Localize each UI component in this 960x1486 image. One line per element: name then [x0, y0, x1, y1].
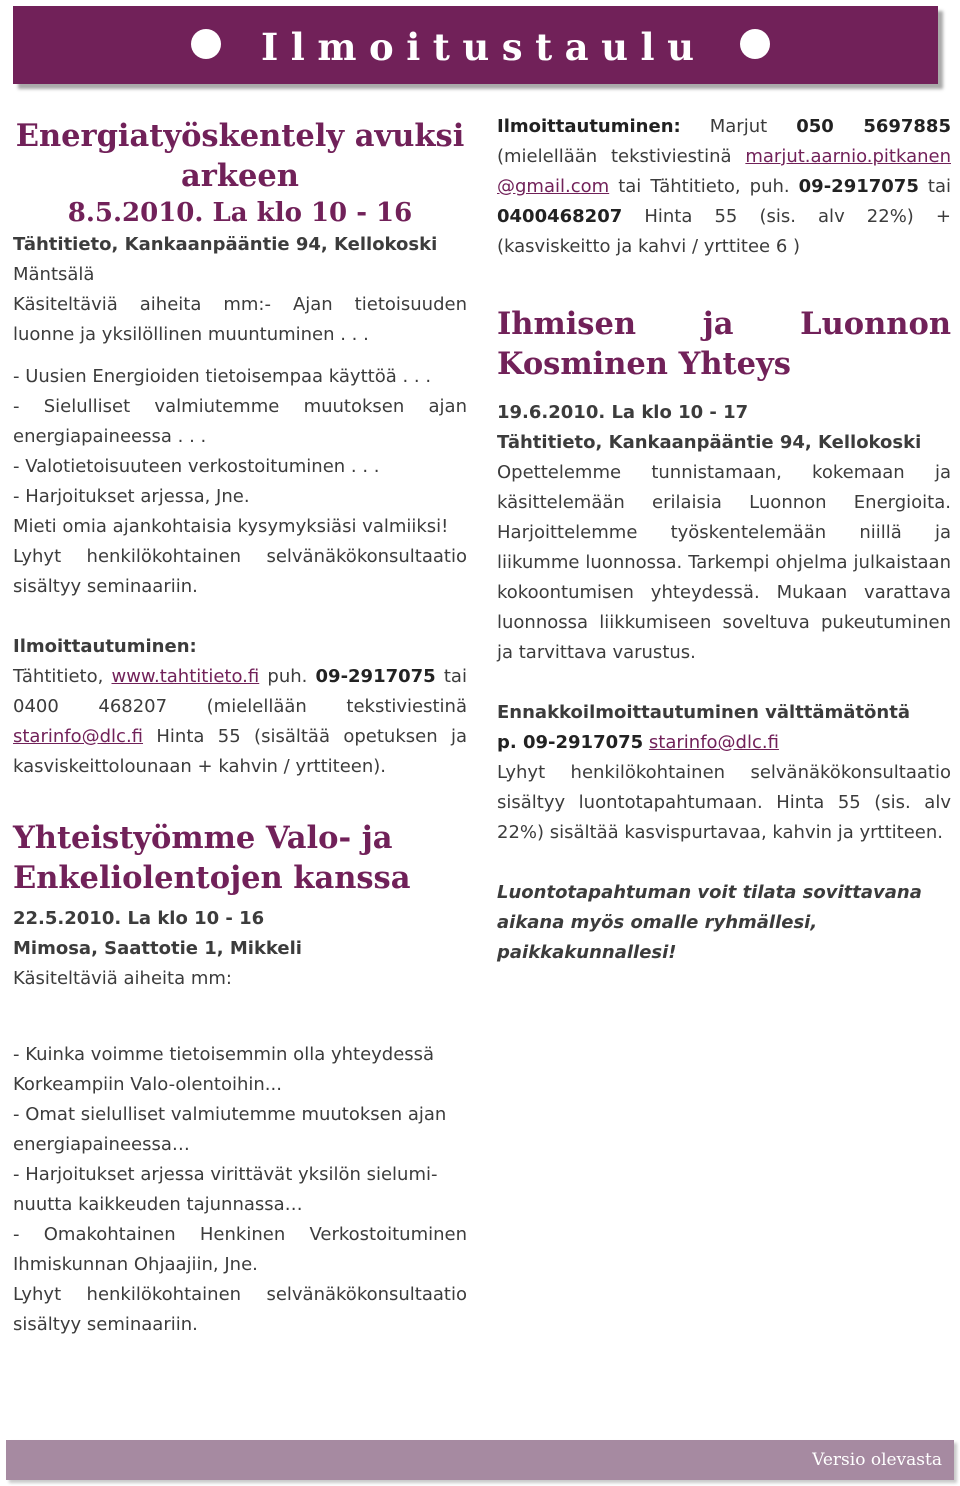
phone-number: p. 09-2917075 [497, 732, 644, 753]
phone-number: 09-2917075 [315, 666, 436, 687]
event-venue: Tähtitieto, Kankaanpääntie 94, Kellokoski [497, 432, 922, 453]
event-heading: Yhteistyömme Valo- ja Enkeliolentojen kanssa [13, 820, 411, 896]
event-description: Opettelemme tunnistamaan, kokemaan ja käsittelemään erilaisia Luonnon Energioita. Harjoittelemme työskentelemään niillä ja liikumme luonnossa. Tarkempi ohjelma julkaistaan kokoontumisen yhteydessä. Mukaan varattava luonnossa liikkumiseen soveltuva pukeutuminen ja tarvittava varustus. [497, 462, 951, 663]
left-column [13, 116, 467, 994]
consultation-note: Lyhyt henkilökohtainen selvänäkökonsultaatio sisältyy seminaariin. [13, 546, 467, 597]
phone-number: 050 5697885 [796, 116, 951, 137]
header-banner [13, 6, 938, 84]
group-booking-note: Luontotapahtuman voit tilata sovittavana aikana myös omalle ryhmällesi, paikkakunnallesi! [497, 882, 922, 963]
mobile-number: 0400468207 [497, 206, 623, 227]
page-title: Ilmoitustaulu [261, 25, 707, 69]
event-intro: Käsiteltäviä aiheita mm:- Ajan tietoisuuden luonne ja yksilöllinen muuntuminen . . . [13, 294, 467, 345]
topic-item: - Omat sielulliset valmiutemme muutoksen ajan energiapaineessa… [13, 1104, 447, 1155]
registration-info: Ilmoittautuminen: Marjut 050 5697885 (mielellään tekstiviestinä marjut.aarnio.pitkanen@gmail.com tai Tähtitieto, puh. 09-2917075 tai 0400468207 Hinta 55 (sis. alv 22%) + (kasviskeitto ja kahvi / yrttitee 6 ) [497, 116, 951, 257]
consultation-note: Lyhyt henkilökohtainen selvänäkökonsultaatio sisältyy seminaariin. [13, 1284, 467, 1335]
event-venue: Tähtitieto, Kankaanpääntie 94, Kellokoski [13, 234, 438, 255]
email-link[interactable]: marjut.aarnio.pitkanen@gmail.com [497, 146, 951, 197]
topic-item: - Sielulliset valmiutemme muutoksen ajan energiapaineessa . . . [13, 396, 467, 447]
phone-number: 09-2917075 [798, 176, 919, 197]
event-city: Mäntsälä [13, 264, 95, 285]
event-date: 22.5.2010. La klo 10 - 16 [13, 908, 265, 929]
preregistration-contact [497, 728, 951, 758]
topic-item: - Omakohtainen Henkinen Verkostoituminen Ihmiskunnan Ohjaajiin, Jne. [13, 1224, 467, 1275]
event-intro: Käsiteltäviä aiheita mm: [13, 968, 232, 989]
event-venue: Mimosa, Saattotie 1, Mikkeli [13, 938, 302, 959]
topic-item: - Harjoitukset arjessa virittävät yksilön sieluminuutta kaikkeuden tajunnassa… [13, 1164, 438, 1215]
consultation-note: Lyhyt henkilökohtainen selvänäkökonsultaatio sisältyy luontotapahtumaan. Hinta 55 (sis. alv 22%) sisältää kasvispurtavaa, kahvin ja yrttiteen. [497, 762, 951, 843]
footer-bar [6, 1440, 954, 1480]
question-note: Mieti omia ajankohtaisia kysymyksiäsi valmiiksi! [13, 516, 449, 537]
right-column [497, 112, 951, 968]
registration-label: Ilmoittautuminen: [497, 116, 681, 137]
topic-item: - Harjoitukset arjessa, Jne. [13, 486, 250, 507]
bottom-left-column [13, 1040, 467, 1340]
topic-item: - Valotietoisuuteen verkostoituminen . . . [13, 456, 380, 477]
email-link[interactable]: starinfo@dlc.fi [13, 726, 144, 747]
email-link[interactable]: starinfo@dlc.fi [648, 732, 779, 753]
registration-info: Tähtitieto, www.tahtitieto.fi puh. 09-2917075 tai 0400 468207 (mielellään tekstiviestinä starinfo@dlc.fi Hinta 55 (sisältää opetuksen ja kasviskeittolounaan + kahvin / yrttiteen). [13, 666, 467, 777]
website-link[interactable]: www.tahtitieto.fi [111, 666, 260, 687]
registration-label: Ilmoittautuminen: [13, 636, 197, 657]
event-date-headline: 8.5.2010. La klo 10 - 16 [67, 198, 413, 228]
event-date: 19.6.2010. La klo 10 - 17 [497, 402, 749, 423]
event-heading: Ihmisen ja Luonnon Kosminen Yhteys [497, 306, 951, 382]
topic-item: - Uusien Energioiden tietoisempaa käyttöä . . . [13, 366, 432, 387]
topic-item: - Kuinka voimme tietoisemmin olla yhteydessä Korkeampiin Valo-olentoihin... [13, 1044, 435, 1095]
event-heading: Energiatyöskentely avuksi arkeen [15, 118, 465, 194]
circle-bullet-icon [740, 29, 770, 59]
circle-bullet-icon [191, 29, 221, 59]
preregistration-label: Ennakkoilmoittautuminen välttämätöntä [497, 702, 910, 723]
footer-label: Versio olevasta [812, 1450, 942, 1470]
